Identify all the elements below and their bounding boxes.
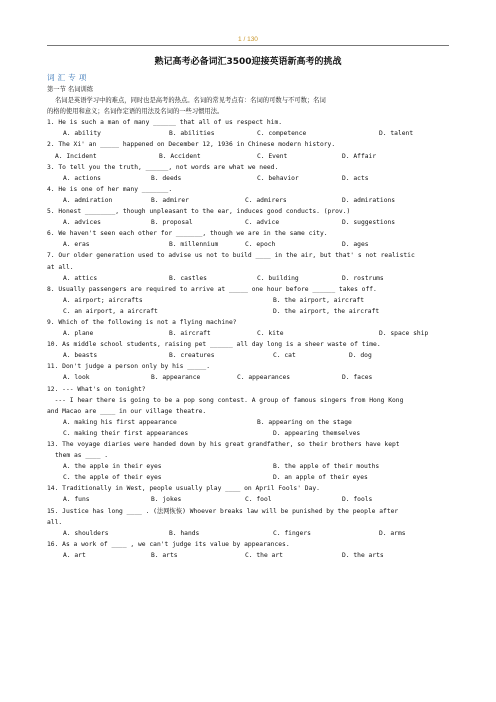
option: D. an apple of their eyes [273,474,368,482]
answer-options [47,528,452,539]
option: B. jokes [151,496,182,504]
answer-options [47,472,452,483]
answer-options [47,217,452,228]
option: C. Event [257,152,288,160]
option: A. actions [63,174,101,182]
section-heading: 词汇专项 [47,73,90,82]
answer-options [47,550,452,561]
option: A. the apple in their eyes [63,463,162,471]
option: D. admirations [342,196,396,204]
option: D. fools [342,496,373,504]
option: C. an airport, a aircraft [63,307,158,315]
answer-options [47,306,452,317]
header-divider [47,45,449,46]
option: B. appearance [151,374,201,382]
option: A. Incident [55,152,97,160]
option: A. funs [63,496,90,504]
option: C. admirers [245,196,287,204]
question-stem-continued: and Macao are ____ in our village theatre. [47,407,207,415]
option: A. advices [63,219,101,227]
option: D. space ship [379,330,429,338]
question-stem: 11. Don't judge a person only by his _____. [47,363,211,371]
question-stem: 5. Honest ________, though unpleasant to the ear, induces good conducts. (prov.) [47,208,351,216]
option: C. building [257,274,299,282]
option: C. fool [245,496,272,504]
option: B. hands [169,529,200,537]
option: C. making their first appearances [63,429,189,437]
subsection-heading: 第一节 名词训练 [47,86,94,93]
option: A. making his first appearance [63,418,177,426]
option: D. dog [349,352,372,360]
option: D. rostrums [342,274,384,282]
option: D. acts [342,174,369,182]
option: A. beasts [63,352,98,360]
option: D. the arts [342,551,384,559]
answer-options [47,494,452,505]
option: C. epoch [245,241,276,249]
question-stem: 14. Traditionally in West, people usually play ____ on April Fools' Day. [47,485,320,493]
option: B. deeds [151,174,182,182]
option: A. eras [63,241,90,249]
question-stem: 8. Usually passengers are required to arrive at _____ one hour before ______ takes off. [47,285,377,293]
question-stem: 2. The Xi' an _____ happened on December 12, 1936 in Chinese modern history. [47,141,336,149]
question-stem: 15. Justice has long ____ . (法网恢恢) Whoever breaks law will be punished by the people after [47,507,399,515]
option: B. admirer [151,196,189,204]
question-stem: 13. The voyage diaries were handed down by his great grandfather, so their brothers have kept [47,441,400,448]
answer-options [47,195,452,206]
answer-options [47,239,452,250]
option: C. fingers [273,529,311,537]
option: C. competence [257,130,307,138]
option: D. talent [379,130,414,138]
question-stem: 1. He is such a man of many ______ that all of us respect him. [47,119,283,127]
option: B. millennium [169,241,219,249]
option: C. appearances [237,374,291,382]
question-stem: 6. We haven't seen each other for _______, though we are in the same city. [47,230,328,238]
question-stem: 10. As middle school students, raising pet ______ all day long is a sheer waste of time. [47,341,381,349]
option: B. the apple of their mouths [273,463,380,471]
answer-options [47,372,452,383]
answer-options [47,461,452,472]
option: D. the airport, the aircraft [273,307,380,315]
question-stem-continued: all. [47,518,63,526]
answer-options [47,328,452,339]
option: A. attics [63,274,98,282]
option: B. abilities [169,130,215,138]
answer-options [47,273,452,284]
question-stem: 12. --- What's on tonight? [47,385,146,393]
option: C. cat [273,352,296,360]
option: B. appearing on the stage [257,418,352,426]
option: C. behavior [257,174,299,182]
option: A. art [63,551,86,559]
answer-options [47,173,452,184]
option: C. kite [257,330,284,338]
answer-options [47,350,452,361]
option: B. creatures [169,352,215,360]
option: D. suggestions [342,219,396,227]
option: B. the airport, aircraft [273,296,364,304]
option: A. admiration [63,196,113,204]
option: A. ability [63,130,101,138]
question-stem: 7. Our older generation used to advise us not to build ____ in the air, but that' s not realistic [47,252,415,260]
option: B. proposal [151,219,193,227]
document-body [47,84,452,561]
option: D. arms [379,529,406,537]
answer-options [47,428,452,439]
option: A. airport; aircrafts [63,296,143,304]
option: D. ages [342,241,369,249]
question-stem-continued: --- I hear there is going to be a pop song contest. A group of famous singers from Hong Kong [47,396,404,404]
option: B. arts [151,551,178,559]
question-stem-continued: at all. [47,263,74,271]
question-stem: 9. Which of the following is not a flying machine? [47,318,237,326]
answer-options [47,417,452,428]
option: B. aircraft [169,330,211,338]
option: C. the apple of their eyes [63,474,162,482]
option: D. faces [342,374,373,382]
option: A. look [63,374,90,382]
intro-paragraph: 的格的使用和意义；名词作定语的用法及名词的一些习惯用法。 [47,108,224,116]
question-stem: 16. As a work of ____ , we can't judge its value by appearances. [47,540,290,548]
option: D. appearing themselves [273,429,361,437]
question-stem: 3. To tell you the truth, ______, not words are what we need. [47,163,279,171]
option: C. advice [245,219,280,227]
option: A. shoulders [63,529,109,537]
option: C. the art [245,551,283,559]
answer-options [47,128,452,139]
question-stem-continued: them as ____ . [55,452,109,460]
option: B. castles [169,274,207,282]
option: D. Affair [342,152,377,160]
question-stem: 4. He is one of her many _______. [47,185,173,193]
option: B. Accident [159,152,201,160]
option: A. plane [63,330,94,338]
document-title: 熟记高考必备词汇3500迎接英语新高考的挑战 [154,57,342,67]
intro-paragraph: 名词是英语学习中的难点，同时也是高考的热点。名词的常见考点有：名词的可数与不可数；名词 [47,97,326,105]
page-indicator: 1 / 130 [238,36,258,43]
answer-options [47,295,452,306]
answer-options [47,151,452,162]
